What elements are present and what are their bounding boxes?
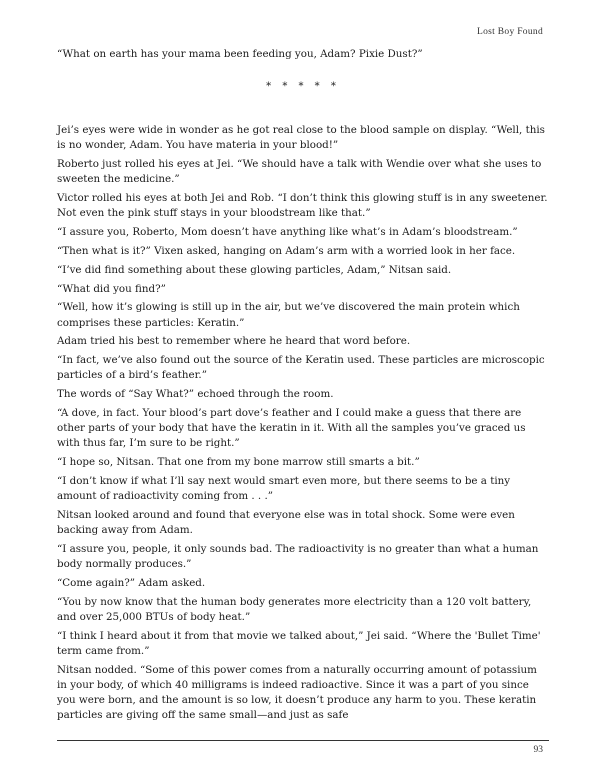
paragraph-19: “I think I heard about it from that movie we talked about,” Jei said. “Where the 'Bullet Time' term came from.” <box>57 629 541 657</box>
paragraph-16: “I assure you, people, it only sounds bad. The radioactivity is no greater than what a human body normally produces.” <box>57 542 539 571</box>
paragraph-18: “You by now know that the human body generates more electricity than a 120 volt battery, and over 25,000 BTUs of body heat.” <box>57 595 532 623</box>
paragraph-11: The words of “Say What?” echoed through the room. <box>57 388 334 401</box>
paragraph-2: Roberto just rolled his eyes at Jei. “We should have a talk with Wendie over what she uses to sweeten the medicine.” <box>57 158 542 186</box>
paragraph-13: “I hope so, Nitsan. That one from my bone marrow still smarts a bit.” <box>57 456 420 469</box>
opening-line: “What on earth has your mama been feeding you, Adam? Pixie Dust?” <box>57 48 423 60</box>
paragraph-15: Nitsan looked around and found that everyone else was in total shock. Some were even backing away from Adam. <box>57 508 515 537</box>
paragraph-list <box>57 123 549 723</box>
paragraph-6: “I’ve did find something about these glowing particles, Adam,” Nitsan said. <box>57 263 452 276</box>
scene-break: * * * * * <box>266 81 340 93</box>
footer-rule <box>57 740 549 741</box>
paragraph-17: “Come again?” Adam asked. <box>57 576 206 589</box>
paragraph-10: “In fact, we’ve also found out the source of the Keratin used. These particles are microscopic particles of a bird’s feather.” <box>57 354 545 382</box>
paragraph-20: Nitsan nodded. “Some of this power comes from a naturally occurring amount of potassium in your body, of which 40 milligrams is indeed radioactive. Since it was a part of you since you were born, and the amount is so low, it doesn’t produce any harm to you. These keratin particles are giving off the same small—and just as safe <box>57 663 537 722</box>
paragraph-8: “Well, how it’s glowing is still up in the air, but we’ve discovered the main protein which comprises these particles: Keratin.” <box>57 301 520 329</box>
paragraph-3: Victor rolled his eyes at both Jei and Rob. “I don’t think this glowing stuff is in any sweetener. Not even the pink stuff stays in your bloodstream like that.” <box>57 192 548 220</box>
paragraph-1: Jei’s eyes were wide in wonder as he got real close to the blood sample on display. “Well, this is no wonder, Adam. You have materia in your blood!” <box>57 124 545 152</box>
paragraph-7: “What did you find?” <box>57 282 166 295</box>
page-number: 93 <box>533 745 543 755</box>
paragraph-5: “Then what is it?” Vixen asked, hanging on Adam’s arm with a worried look in her face. <box>57 245 516 257</box>
page-body <box>57 47 549 727</box>
paragraph-12: “A dove, in fact. Your blood’s part dove’s feather and I could make a guess that there are other parts of your body that have the keratin in it. With all the samples you’ve graced us with thus far, I’m sure to be right.” <box>57 406 526 450</box>
paragraph-9: Adam tried his best to remember where he heard that word before. <box>57 335 411 348</box>
paragraph-14: “I don’t know if what I’ll say next would smart even more, but there seems to be a tiny amount of radioactivity coming from . . .” <box>57 474 511 503</box>
running-head: Lost Boy Found <box>477 27 543 37</box>
paragraph-4: “I assure you, Roberto, Mom doesn’t have anything like what’s in Adam’s bloodstream.” <box>57 226 518 239</box>
